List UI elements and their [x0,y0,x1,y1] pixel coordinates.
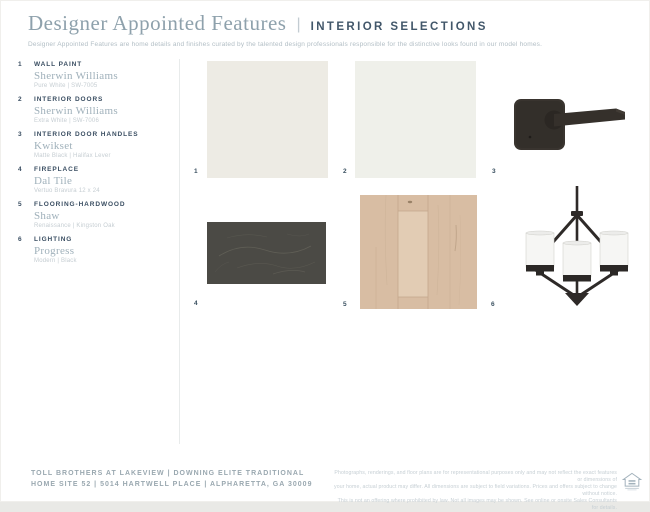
page-title: Designer Appointed Features [28,11,287,35]
selections-list [18,61,176,271]
disclaimer-line: your home, actual product may differ. All dimensions are subject to field variations. Prices and offers subject to change without notice. [334,484,617,497]
selection-category: LIGHTING [34,236,73,243]
header [28,11,542,48]
interior-door-paint-swatch [355,61,476,178]
selection-brand: Progress [34,245,75,257]
chandelier-icon [518,185,636,307]
disclaimer-line: Photographs, renderings, and floor plans are for representational purposes only and may not reflect the exact features or dimensions of [334,470,617,483]
selection-category: FLOORING-HARDWOOD [34,201,126,208]
selection-detail: Matte Black | Halifax Lever [34,153,111,159]
selection-category: INTERIOR DOOR HANDLES [34,131,139,138]
selection-brand: Kwikset [34,140,73,152]
door-handle-image [504,95,634,155]
footer-community-info [31,470,312,492]
selection-number: 1 [18,61,23,68]
list-item-door-handles [18,131,176,159]
header-description: Designer Appointed Features are home details and finishes curated by the talented design professionals responsible for the distinctive looks found in our model homes. [28,41,543,48]
selection-brand: Shaw [34,210,60,222]
list-item-interior-doors [18,96,176,124]
selection-detail: Renaissance | Kingston Oak [34,223,115,229]
tile-texture [207,222,326,284]
equal-housing-logo-icon [622,471,642,493]
selection-number: 5 [18,201,23,208]
footer-line-1: TOLL BROTHERS AT LAKEVIEW | DOWNING ELITE TRADITIONAL [31,470,305,477]
selection-brand: Sherwin Williams [34,105,118,117]
vertical-divider [179,59,180,444]
swatch-number: 5 [343,301,347,308]
selection-number: 2 [18,96,23,103]
swatch-number: 2 [343,168,347,175]
swatch-number: 4 [194,300,198,307]
selection-detail: Vertuo Bravura 12 x 24 [34,188,100,194]
chandelier-image [518,185,636,307]
selection-category: INTERIOR DOORS [34,96,104,103]
selection-number: 4 [18,166,23,173]
hardwood-flooring-swatch [360,195,477,309]
selection-detail: Pure White | SW-7005 [34,83,98,89]
selection-detail: Modern | Black [34,258,77,264]
swatch-number: 1 [194,168,198,175]
title-separator: | [296,16,301,33]
selection-brand: Sherwin Williams [34,70,118,82]
selection-number: 3 [18,131,23,138]
swatch-number: 6 [491,301,495,308]
disclaimer-line: This is not an offering where prohibited by law. Not all images may be shown. See online or onsite Sales Consultants for details. [337,498,617,511]
selection-category: WALL PAINT [34,61,83,68]
list-item-lighting [18,236,176,264]
selection-brand: Dal Tile [34,175,73,187]
list-item-wall-paint [18,61,176,89]
title-row [28,11,542,36]
list-item-flooring [18,201,176,229]
page-subtitle-label: INTERIOR SELECTIONS [310,21,488,33]
fireplace-tile-swatch [207,222,326,284]
selection-detail: Extra White | SW-7006 [34,118,100,124]
wood-texture [360,195,477,309]
list-item-fireplace [18,166,176,194]
footer-disclaimer [331,470,617,512]
selection-number: 6 [18,236,23,243]
selection-category: FIREPLACE [34,166,79,173]
footer-line-2: HOME SITE 52 | 5014 HARTWELL PLACE | ALPHARETTA, GA 30009 [31,481,313,488]
door-lever-icon [504,95,634,155]
wall-paint-swatch [207,61,328,178]
swatch-number: 3 [492,168,496,175]
